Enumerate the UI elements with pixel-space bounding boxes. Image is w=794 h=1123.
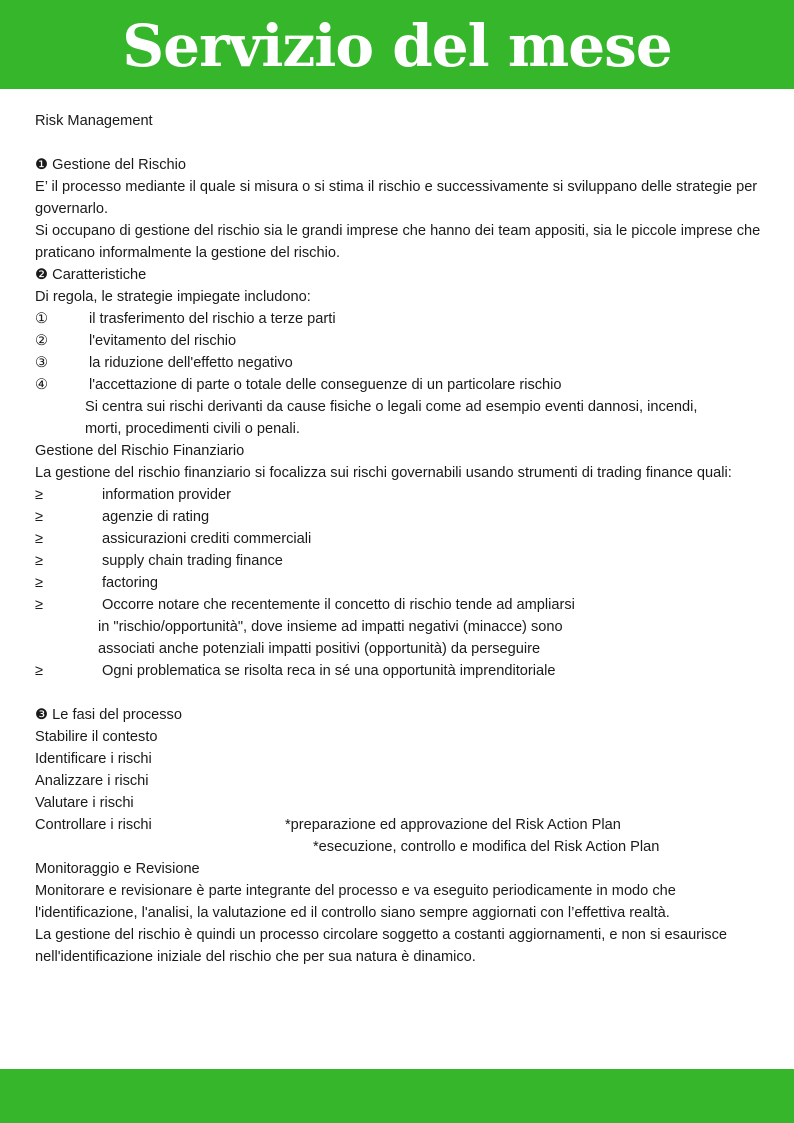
instrument-item — [35, 550, 770, 572]
section1-paragraph-2: Si occupano di gestione del rischio sia le grandi imprese che hanno dei team appositi, sia le piccole imprese che praticano informalmente la gestione del rischio. — [35, 223, 761, 261]
monitor-paragraph-2: La gestione del rischio è quindi un processo circolare soggetto a costanti aggiornamenti, e non si esaurisce nell'identificazione iniziale del rischio che per sua natura è dinamico. — [35, 927, 727, 965]
process-step: Valutare i rischi — [35, 795, 134, 811]
section2-heading — [35, 264, 770, 286]
monitor-paragraph-1: Monitorare e revisionare è parte integrante del processo e va eseguito periodicamente in modo che l'identificazione, l'analisi, la valutazione ed il controllo siano sempre aggiornati con l’effettiva realtà. — [35, 883, 676, 921]
bullet-icon: ≥ — [35, 575, 44, 591]
instrument-item — [35, 572, 770, 594]
bullet-icon: ≥ — [35, 597, 44, 613]
instrument-item — [35, 528, 770, 550]
instrument-text: information provider — [102, 487, 231, 503]
opportunity-note-text: Occorre notare che recentemente il concetto di rischio tende ad ampliarsi — [102, 597, 575, 613]
opportunity-last-text: Ogni problematica se risolta reca in sé una opportunità imprenditoriale — [102, 663, 556, 679]
instrument-item — [35, 484, 770, 506]
strategy-item — [35, 330, 770, 352]
financial-risk-heading: Gestione del Rischio Finanziario — [35, 443, 245, 459]
process-step: Stabilire il contesto — [35, 729, 158, 745]
strategy-text: l'accettazione di parte o totale delle conseguenze di un particolare rischio — [89, 377, 562, 393]
process-step-control — [35, 814, 770, 836]
intro-text: Risk Management — [35, 113, 153, 129]
strategy-note-line-2: morti, procedimenti civili o penali. — [85, 421, 300, 437]
bullet-icon: ≥ — [35, 487, 44, 503]
opportunity-note-line-1 — [35, 594, 770, 616]
instrument-text: supply chain trading finance — [102, 553, 283, 569]
strategy-text: la riduzione dell'effetto negativo — [89, 355, 293, 371]
control-note-1: *preparazione ed approvazione del Risk Action Plan — [285, 817, 621, 833]
section1-heading — [35, 154, 770, 176]
section1-paragraph-1: E’ il processo mediante il quale si misura o si stima il rischio e successivamente si sviluppano delle strategie per governarlo. — [35, 179, 758, 217]
page-title: Servizio del mese — [122, 12, 672, 80]
instrument-item — [35, 506, 770, 528]
bullet-icon: ≥ — [35, 509, 44, 525]
financial-risk-intro: La gestione del rischio finanziario si focalizza sui rischi governabili usando strumenti di trading finance quali: — [35, 465, 732, 481]
header-banner — [0, 0, 794, 89]
number-1-icon: ❶ — [35, 157, 49, 173]
spacer — [35, 132, 770, 154]
number-3-icon: ❸ — [35, 707, 49, 723]
number-2-icon: ❷ — [35, 267, 49, 283]
process-step: Identificare i rischi — [35, 751, 152, 767]
section1-title: Gestione del Rischio — [52, 157, 187, 173]
strategy-item — [35, 352, 770, 374]
instrument-text: agenzie di rating — [102, 509, 210, 525]
section3-title: Le fasi del processo — [52, 707, 182, 723]
footer-banner — [0, 1069, 794, 1123]
process-step-control-label: Controllare i rischi — [35, 817, 152, 833]
opportunity-note-line-2: in "rischio/opportunità", dove insieme ad impatti negativi (minacce) sono — [98, 619, 563, 635]
section2-title: Caratteristiche — [52, 267, 147, 283]
bullet-icon: ≥ — [35, 553, 44, 569]
opportunity-last-line — [35, 660, 770, 682]
opportunity-note-line-3: associati anche potenziali impatti positivi (opportunità) da perseguire — [98, 641, 541, 657]
section3-heading — [35, 704, 770, 726]
strategy-note-line-1: Si centra sui rischi derivanti da cause fisiche o legali come ad esempio eventi dannosi, incendi, — [85, 399, 698, 415]
instrument-text: assicurazioni crediti commerciali — [102, 531, 312, 547]
strategy-item — [35, 374, 770, 396]
instrument-text: factoring — [102, 575, 158, 591]
control-note-2: *esecuzione, controllo e modifica del Risk Action Plan — [313, 839, 660, 855]
strategy-text: il trasferimento del rischio a terze parti — [89, 311, 336, 327]
control-note-line-2 — [35, 836, 770, 858]
document-body — [35, 110, 770, 968]
bullet-icon: ≥ — [35, 531, 44, 547]
process-step: Analizzare i rischi — [35, 773, 149, 789]
circled-1-icon: ① — [35, 311, 49, 327]
spacer — [35, 682, 770, 704]
monitor-heading: Monitoraggio e Revisione — [35, 861, 200, 877]
circled-2-icon: ② — [35, 333, 49, 349]
circled-4-icon: ④ — [35, 377, 49, 393]
circled-3-icon: ③ — [35, 355, 49, 371]
bullet-icon: ≥ — [35, 663, 44, 679]
section2-intro: Di regola, le strategie impiegate includono: — [35, 289, 311, 305]
strategy-item — [35, 308, 770, 330]
strategy-text: l'evitamento del rischio — [89, 333, 237, 349]
